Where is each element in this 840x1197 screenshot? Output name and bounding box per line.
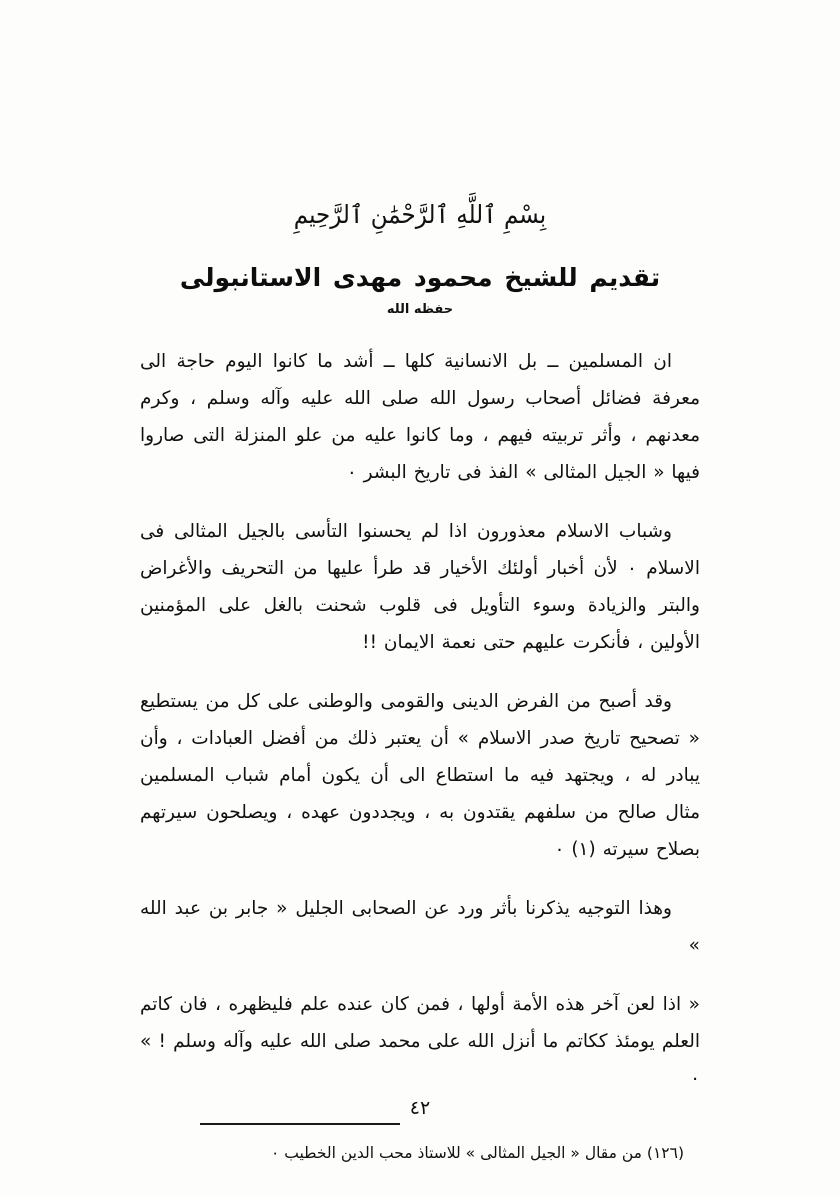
- page-content: [140, 200, 700, 1168]
- body-paragraph-4: وهذا التوجيه يذكرنا بأثر ورد عن الصحابى الجليل « جابر بن عبد الله »: [140, 898, 700, 956]
- page-title: تقديم للشيخ محمود مهدى الاستانبولى: [179, 263, 661, 292]
- body-paragraph-2: وشباب الاسلام معذورون اذا لم يحسنوا التأسى بالجيل المثالى فى الاسلام ٠ لأن أخبار أولئك الأخيار قد طرأ عليها من التحريف والأغراض والبتر والزيادة وسوء التأويل فى قلوب شحنت بالغل على المؤمنين الأولين ، فأنكرت عليهم حتى نعمة الايمان !!: [140, 521, 700, 653]
- footnote-divider: [200, 1123, 400, 1125]
- page-subtitle: حفظه الله: [386, 302, 454, 317]
- body-paragraph-5: « اذا لعن آخر هذه الأمة أولها ، فمن كان عنده علم فليظهره ، فان كاتم العلم يومئذ ككاتم ما أنزل الله على محمد صلى الله عليه وآله وسلم ! » ٠: [140, 994, 700, 1089]
- basmala-heading: بِسْمِ ٱللَّهِ ٱلرَّحْمَٰنِ ٱلرَّحِيمِ: [293, 200, 547, 229]
- body-paragraph-1: ان المسلمين ــ بل الانسانية كلها ــ أشد ما كانوا اليوم حاجة الى معرفة فضائل أصحاب رسول الله صلى الله عليه وآله وسلم ، وكرم معدنهم ، وأثر تربيته فيهم ، وما كانوا عليه من علو المنزلة التى صاروا فيها « الجيل المثالى » الفذ فى تاريخ البشر ٠: [140, 351, 700, 483]
- body-paragraph-3: وقد أصبح من الفرض الدينى والقومى والوطنى على كل من يستطيع « تصحيح تاريخ صدر الاسلام » أن يعتبر ذلك من أفضل العبادات ، وأن يبادر له ، ويجتهد فيه ما استطاع الى أن يكون أمام شباب المسلمين مثال صالح من سلفهم يقتدون به ، ويجددون عهده ، ويصلحون سيرتهم بصلاح سيرته (١) ٠: [140, 691, 700, 860]
- footnote-text: (١٢٦) من مقال « الجيل المثالى » للاستاذ محب الدين الخطيب ٠: [270, 1144, 684, 1162]
- page-number: ٤٢: [409, 1097, 431, 1119]
